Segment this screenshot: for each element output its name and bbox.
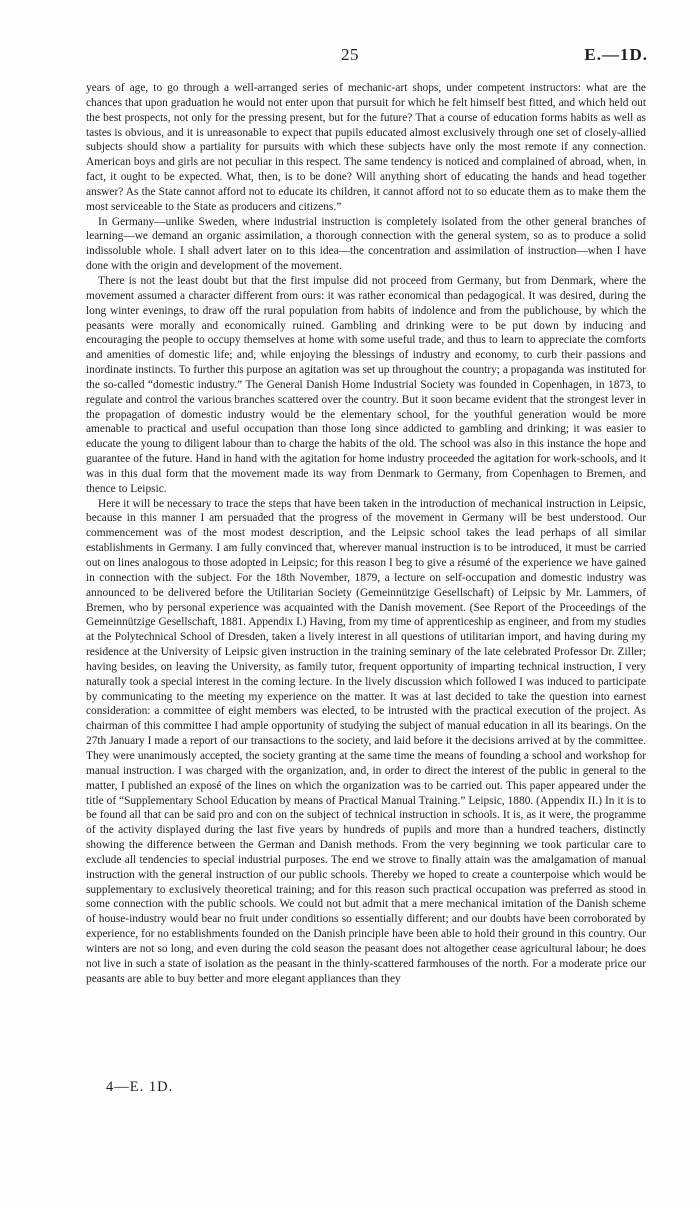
body-text (86, 81, 646, 986)
paragraph-germany-sweden: In Germany—unlike Sweden, where industrial instruction is completely isolated from the other general branches of learning—we demand an organic assimilation, a thorough connection with the general system, so as to produce a solid indissoluble whole. I shall advert later on to this idea—the concentration and assimilation of instruction—when I have done with the origin and development of the movement. (86, 215, 646, 273)
paragraph-denmark-origin: There is not the least doubt but that the first impulse did not proceed from Germany, but from Denmark, where the movement assumed a character different from ours: it was rather economical than pedagogical. It was desired, during the long winter evenings, to draw off the rural population from habits of indolence and from the publichouse, by which the peasants were morally and economically ruined. Gambling and drinking were to be put down by inducing and encouraging the people to occupy themselves at home with some useful trade, and thus to learn to appreciate the comforts and amenities of domestic life; and, while enjoying the blessings of industry and economy, to curb their passions and inordinate instincts. To further this purpose an agitation was set up throughout the country; a propaganda was instituted for the so-called “domestic industry.” The General Danish Home Industrial Society was founded in Copenhagen, in 1873, to regulate and control the various branches scattered over the country. But it soon became evident that the strongest lever in the propagation of domestic industry would be the elementary school, for the youthful generation would be more amenable to practical and useful occupation than those long since addicted to gambling and drinking; it was easier to educate the young to diligent labour than to charge the habits of the old. The school was also in this instance the hope and guarantee of the future. Hand in hand with the agitation for home industry proceeded the agitation for work-schools, and it was in this dual form that the movement made its way from Denmark to Germany, from Copenhagen to Bremen, and thence to Leipsic. (86, 274, 646, 495)
document-code: E.—1D. (584, 45, 648, 64)
paragraph-leipsic-history: Here it will be necessary to trace the steps that have been taken in the introduction of mechanical instruction in Leipsic, because in this manner I am persuaded that the progress of the movement in Germany will be best understood. Our commencement was of the most modest description, and the Leipsic school takes the lead perhaps of all similar establishments in Germany. I am fully convinced that, wherever manual instruction is to be introduced, it must be carried out on lines analogous to those adopted in Leipsic; for this reason I beg to give a résumé of the experience we have gained in connection with the subject. For the 18th November, 1879, a lecture on self-occupation and domestic industry was announced to be delivered before the Utilitarian Society (Gemeinnützige Gesellschaft) of Leipsic by Mr. Lammers, of Bremen, who by personal experience was acquainted with the Danish movement. (See Report of the Proceedings of the Gemeinnützige Gesellschaft, 1881. Appendix I.) Having, from my time of apprenticeship as engineer, and from my studies at the Polytechnical School of Dresden, taken a lively interest in all questions of utilitarian import, and having during my residence at the University of Leipsic given instruction in the training seminary of the late celebrated Professor Dr. Ziller; having besides, on leaving the University, as family tutor, frequent opportunity of imparting technical instruction, I very naturally took a special interest in the coming lecture. In the lively discussion which followed I was induced to participate by communicating to the meeting my experience on the matter. It was at last decided to take the question into earnest consideration: a committee of eight members was elected, to be intrusted with the practical execution of the project. As chairman of this committee I had ample opportunity of studying the subject of manual education in all its bearings. On the 27th January I made a report of our transactions to the society, and laid before it the decisions arrived at by the committee. They were unanimously accepted, the society granting at the same time the means of founding a school and workshop for manual instruction. I was charged with the organization, and, in order to direct the interest of the public in general to the matter, I published an exposé of the lines on which the organization was to be carried out. This paper appeared under the title of “Supplementary School Education by means of Practical Manual Training.” Leipsic, 1880. (Appendix II.) In it is to be found all that can be said pro and con on the subject of technical instruction in schools. It is, as it were, the programme of the activity displayed during the last five years by hundreds of pupils and more than a hundred teachers, distinctly showing the difference between the German and Danish methods. From the very beginning we took particular care to exclude all tendencies to special industrial purposes. The end we strove to finally attain was the amalgamation of manual instruction with the general instruction of our public schools. Thereby we hoped to create a counterpoise which would be supplementary to exclusively theoretical training; and for this reason such practical occupation was preferred as stood in some connection with the public schools. We could not but admit that a mere mechanical imitation of the Danish scheme of house-industry would bear no fruit under conditions so essentially different; and our doubts have been corroborated by experience, for no establishments founded on the Danish principle have been able to hold their ground in this country. Our winters are not so long, and even during the cold season the peasant does not altogether cease agricultural labour; he does not live in such a state of isolation as the peasant in the thinly-scattered farmhouses of the north. For a moderate price our peasants are able to buy better and more elegant appliances than they (86, 497, 646, 985)
page-number: 25 (341, 45, 359, 64)
paragraph-continuation: years of age, to go through a well-arranged series of mechanic-art shops, under competent instructors: what are the chances that upon graduation he would not enter upon that pursuit for which he felt himself best fitted, and which held out the best prospects, not only for the pressing present, but for the future? That a course of education forms habits as well as tastes is obvious, and it is unreasonable to expect that pupils educated almost exclusively through one set of closely-allied subjects should show a partiality for pursuits with which these subjects have only the most remote if any connection. American boys and girls are not peculiar in this respect. The same tendency is noticed and complained of abroad, when, in fact, it ought to be expected. What, then, is to be done? Will anything short of educating the hands and head together answer? As the State cannot afford not to educate its children, it cannot afford not to so educate them as to make them the most serviceable to the State as producers and citizens.” (86, 82, 646, 213)
signature-mark: 4—E. 1D. (106, 1079, 174, 1095)
